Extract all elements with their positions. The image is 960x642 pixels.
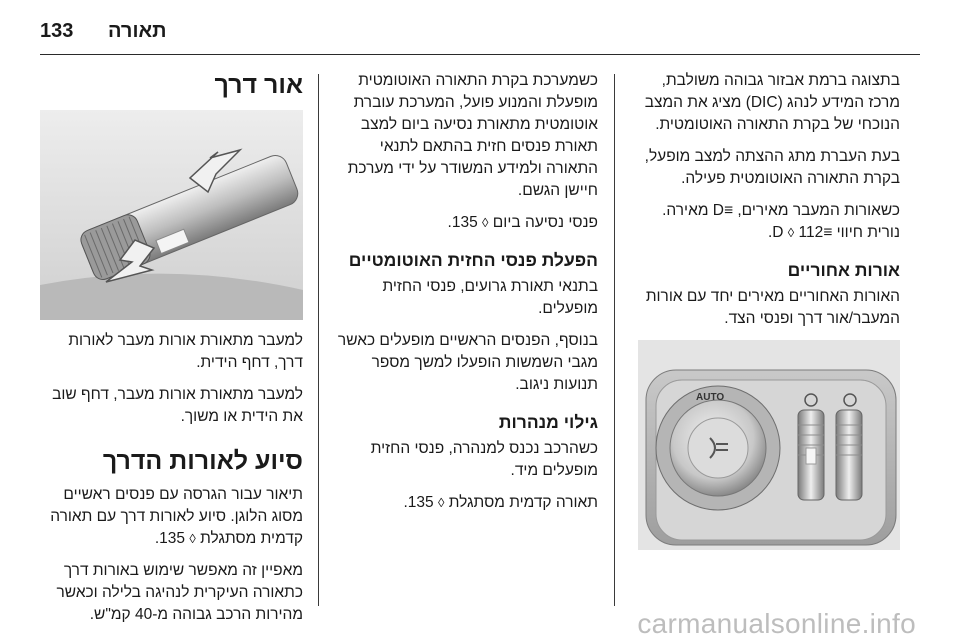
paragraph: למעבר מתאורת אורות מעבר, דחף שוב את הידית או משוך.	[52, 386, 303, 425]
column-middle	[326, 70, 598, 524]
section-title: אור דרך	[214, 71, 303, 99]
column-divider-right	[614, 74, 615, 606]
auto-label: AUTO	[696, 392, 725, 403]
paragraph: תיאור עבור הגרסה עם פנסים ראשיים מסוג הלוגן. סיוע לאורות דרך עם תאורה קדמית מסתגלת ◊ 135.	[50, 486, 303, 547]
paragraph: בעת העברת מתג ההצתה למצב מופעל, בקרת התאורה האוטומטית פעילה.	[644, 148, 900, 187]
paragraph: כשהרכב נכנס למנהרה, פנסי החזית מופעלים מיד.	[370, 440, 598, 479]
section-title: סיוע לאורות הדרך	[102, 447, 303, 475]
page-reference[interactable]: 135	[159, 530, 186, 547]
section-heading: אורות אחוריים	[787, 260, 900, 280]
page-reference[interactable]: 135	[407, 494, 434, 511]
page-header	[40, 14, 920, 55]
paragraph: בנוסף, הפנסים הראשיים מופעלים כאשר מגבי השמשות הופעלו למשך מספר תנועות ניגוב.	[337, 332, 598, 393]
paragraph: בתצוגה ברמת אבזור גבוהה משולבת, מרכז המידע לנהג (DIC) מציג את המצב הנוכחי של בקרת התאורה האוטומטית.	[644, 72, 900, 133]
paragraph: פנסי נסיעה ביום ◊ 135.	[447, 214, 598, 231]
page-reference[interactable]: 112	[798, 224, 824, 241]
low-beam-icon: ≡D	[712, 202, 734, 219]
column-divider-left	[318, 74, 319, 606]
column-left	[40, 70, 303, 112]
paragraph: כשאורות המעבר מאירים, ≡D מאירה. נורית חיווי ≡D ◊ 112.	[662, 202, 900, 241]
paragraph: למעבר מתאורת אורות מעבר לאורות דרך, דחף הידית.	[68, 332, 303, 371]
page-reference[interactable]: 135	[451, 214, 478, 231]
page-ref-arrow-icon: ◊	[189, 531, 196, 546]
paragraph: מאפיין זה מאפשר שימוש באורות דרך כתאורה העיקרית לנהיגה בלילה וכאשר מהירות הרכב גבוהה מ-40 קמ"ש.	[56, 562, 303, 623]
page-number: 133	[40, 20, 74, 42]
section-heading: הפעלת פנסי החזית האוטומטיים	[348, 250, 598, 270]
paragraph: תאורה קדמית מסתגלת ◊ 135.	[403, 494, 598, 511]
page-title: תאורה	[108, 20, 167, 42]
low-beam-icon: ≡D	[772, 224, 833, 241]
section-heading: גילוי מנהרות	[498, 412, 598, 432]
page-ref-arrow-icon: ◊	[437, 495, 445, 510]
page-ref-arrow-icon: ◊	[787, 225, 795, 240]
paragraph: כשמערכת בקרת התאורה האוטומטית מופעלת והמנוע פועל, המערכת עוברת אוטומטית מתאורת נסיעה ביום למצב תאורת פנסים חזית בהתאם לתנאי התאורה ולמידע המשודר על ידי מערכת חיישן הגשם.	[347, 72, 598, 199]
headlight-stalk-illustration	[40, 110, 303, 320]
page-ref-arrow-icon: ◊	[482, 215, 489, 230]
paragraph: בתנאי תאורת גרועים, פנסי החזית מופעלים.	[382, 278, 598, 317]
watermark: carmanualsonline.info	[637, 608, 916, 639]
light-switch-illustration	[638, 340, 900, 550]
column-left-text	[40, 330, 303, 636]
paragraph: האורות האחוריים מאירים יחד עם אורות המעבר/אור דרך ופנסי הצד.	[645, 288, 900, 327]
